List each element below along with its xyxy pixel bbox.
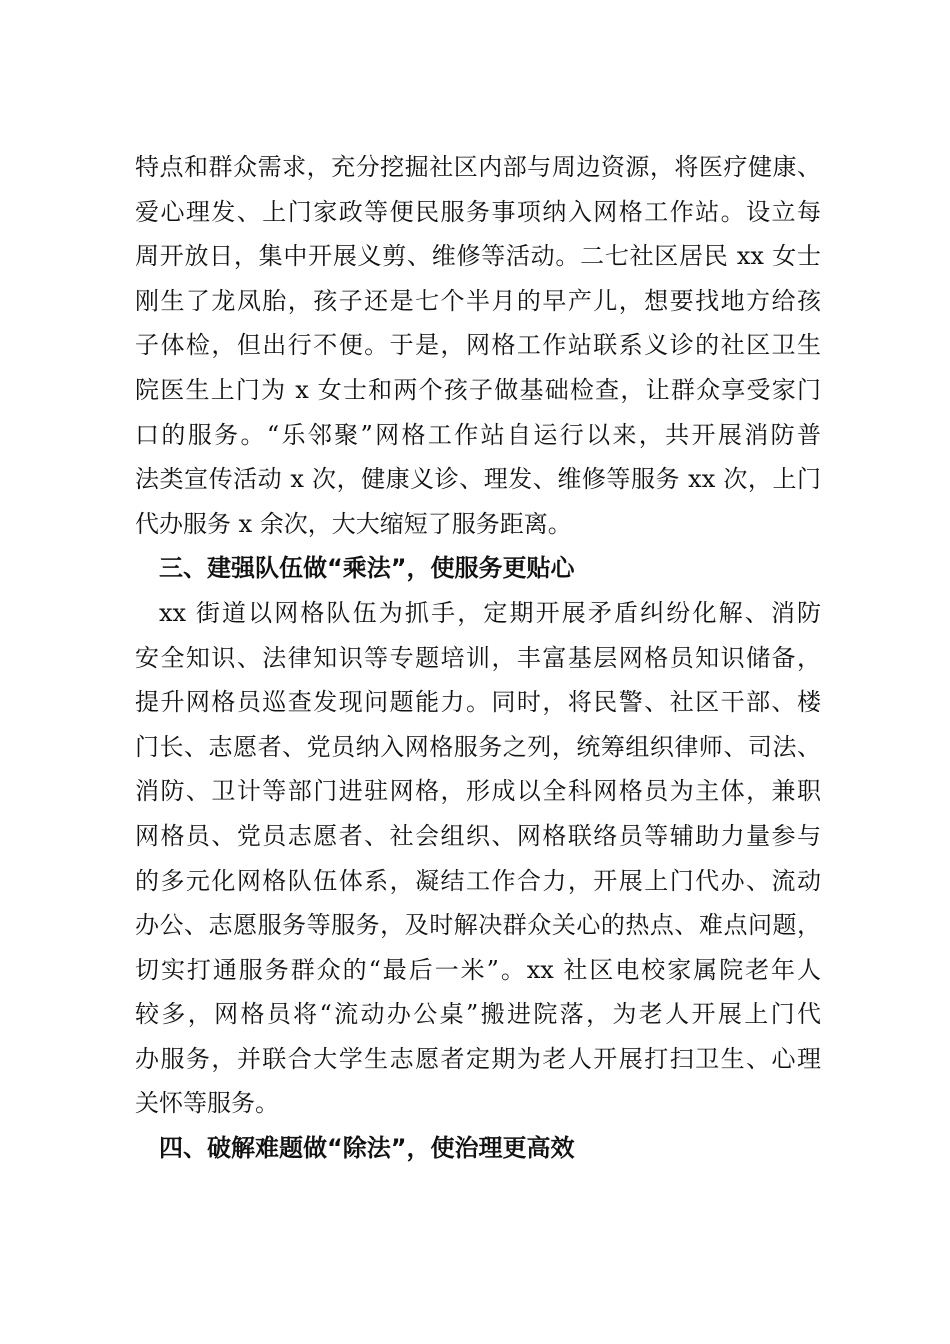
paragraph-line: 爱心理发、上门家政等便民服务事项纳入网格工作站。设立每	[135, 197, 821, 226]
paragraph-line: 提升网格员巡查发现问题能力。同时，将民警、社区干部、楼	[135, 688, 821, 717]
paragraph-line: 院医生上门为 x 女士和两个孩子做基础检查，让群众享受家门	[135, 375, 821, 404]
section-heading: 三、建强队伍做“乘法”，使服务更贴心	[159, 554, 575, 583]
paragraph-line: 较多，网格员将“流动办公桌”搬进院落，为老人开展上门代	[135, 1000, 821, 1029]
paragraph-line: 口的服务。“乐邻聚”网格工作站自运行以来，共开展消防普	[135, 420, 821, 449]
paragraph-line: 网格员、党员志愿者、社会组织、网格联络员等辅助力量参与	[135, 821, 821, 850]
section-heading: 四、破解难题做“除法”，使治理更高效	[159, 1134, 575, 1163]
paragraph-line: 法类宣传活动 x 次，健康义诊、理发、维修等服务 xx 次，上门	[135, 465, 821, 494]
paragraph-line: 特点和群众需求，充分挖掘社区内部与周边资源，将医疗健康、	[135, 153, 821, 181]
paragraph-line: xx 街道以网格队伍为抓手，定期开展矛盾纠纷化解、消防	[159, 598, 821, 627]
paragraph-line: 刚生了龙凤胎，孩子还是七个半月的早产儿，想要找地方给孩	[135, 286, 821, 315]
paragraph-line: 子体检，但出行不便。于是，网格工作站联系义诊的社区卫生	[135, 331, 821, 360]
paragraph-line: 的多元化网格队伍体系，凝结工作合力，开展上门代办、流动	[135, 866, 821, 895]
paragraph-line: 安全知识、法律知识等专题培训，丰富基层网格员知识储备，	[135, 643, 821, 672]
paragraph-line: 关怀等服务。	[135, 1089, 279, 1118]
paragraph-line: 办公、志愿服务等服务，及时解决群众关心的热点、难点问题，	[135, 911, 821, 940]
paragraph-line: 周开放日，集中开展义剪、维修等活动。二七社区居民 xx 女士	[135, 242, 821, 271]
paragraph-line: 办服务，并联合大学生志愿者定期为老人开展打扫卫生、心理	[135, 1044, 821, 1073]
paragraph-line: 门长、志愿者、党员纳入网格服务之列，统筹组织律师、司法、	[135, 732, 821, 761]
paragraph-line: 切实打通服务群众的“最后一米”。xx 社区电校家属院老年人	[135, 955, 821, 984]
document-body	[135, 145, 821, 1171]
paragraph-line: 代办服务 x 余次，大大缩短了服务距离。	[135, 509, 572, 538]
paragraph-line: 消防、卫计等部门进驻网格，形成以全科网格员为主体，兼职	[135, 777, 821, 806]
